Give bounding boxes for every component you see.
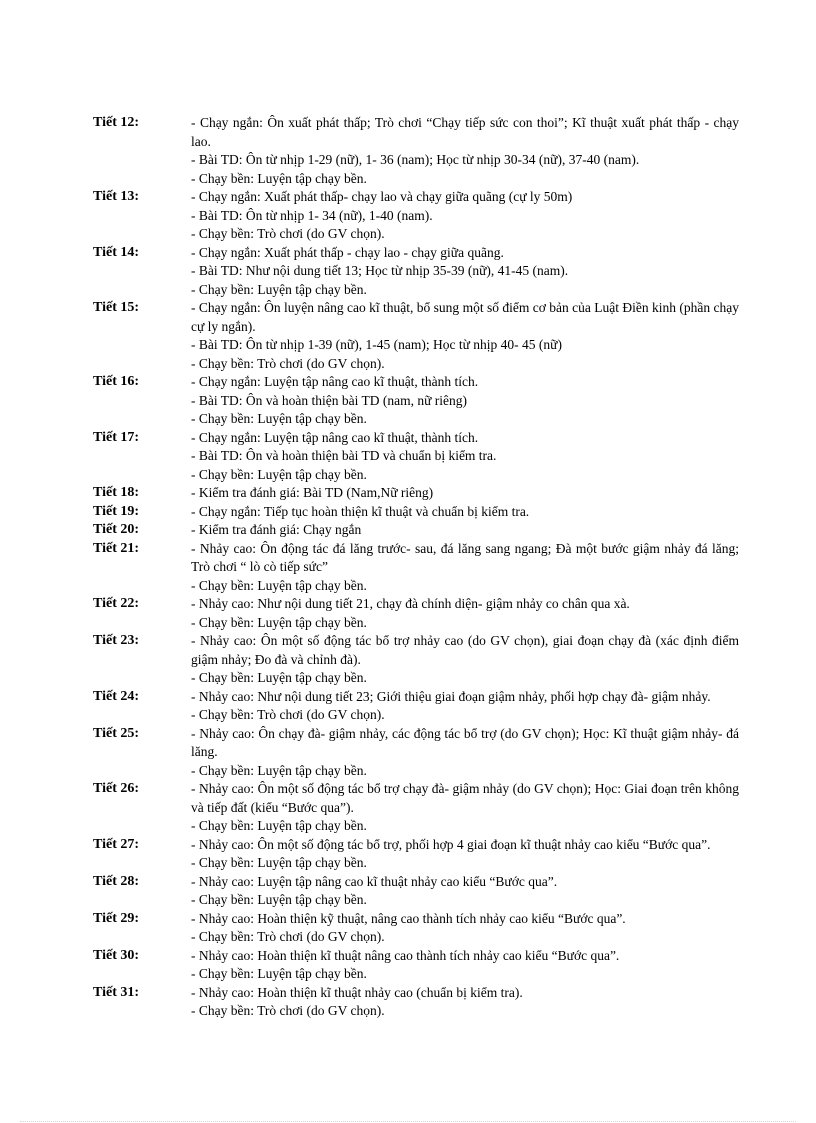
lesson-line: - Chạy ngắn: Ôn xuất phát thấp; Trò chơi “Chạy tiếp sức con thoi”; Kĩ thuật xuất phát thấp - chạy lao.: [191, 115, 739, 149]
lesson-line: - Chạy bền: Luyện tập chạy bền.: [191, 818, 367, 833]
lesson-line: - Chạy ngắn: Ôn luyện nâng cao kĩ thuật, bổ sung một số điểm cơ bản của Luật Điền kinh (phần chạy cự ly ngắn).: [191, 300, 739, 334]
lesson-line: - Chạy bền: Trò chơi (do GV chọn).: [191, 707, 385, 722]
lesson-title: Tiết 27:: [93, 836, 140, 852]
lesson-title: Tiết 14:: [93, 244, 140, 260]
lesson-content: [191, 299, 739, 373]
lesson-row: [93, 299, 739, 373]
lesson-content: [191, 984, 739, 1021]
lesson-row: [93, 244, 739, 300]
lesson-line: - Chạy bền: Luyện tập chạy bền.: [191, 577, 367, 593]
lesson-content: [191, 725, 739, 781]
lesson-line: - Chạy bền: Luyện tập chạy bền.: [191, 170, 367, 186]
lesson-line: - Chạy ngắn: Xuất phát thấp - chạy lao - chạy giữa quãng.: [191, 244, 504, 260]
lesson-content: [191, 503, 739, 522]
lesson-title: Tiết 31:: [93, 984, 140, 1000]
lesson-line: - Bài TD: Ôn từ nhịp 1- 34 (nữ), 1-40 (nam).: [191, 207, 433, 223]
lesson-content: [191, 484, 739, 503]
lesson-line: - Nhảy cao: Như nội dung tiết 23; Giới thiệu giai đoạn giậm nhảy, phối hợp chạy đà- giậm nhảy.: [191, 688, 711, 704]
lesson-row: [93, 114, 739, 188]
lesson-row: [93, 725, 739, 781]
lesson-row: [93, 947, 739, 984]
lesson-line: - Chạy ngắn: Luyện tập nâng cao kĩ thuật, thành tích.: [191, 429, 479, 445]
lesson-line: - Chạy bền: Luyện tập chạy bền.: [191, 762, 367, 778]
lesson-content: [191, 632, 739, 688]
lesson-line: - Chạy bền: Luyện tập chạy bền.: [191, 966, 367, 981]
lesson-line: - Bài TD: Ôn và hoàn thiện bài TD (nam, nữ riêng): [191, 392, 468, 408]
lesson-row: [93, 836, 739, 873]
lesson-title: Tiết 16:: [93, 374, 140, 389]
lesson-title: Tiết 25:: [93, 725, 140, 741]
lesson-content: [191, 688, 739, 725]
lesson-line: - Bài TD: Ôn từ nhịp 1-39 (nữ), 1-45 (nam); Học từ nhịp 40- 45 (nữ): [191, 337, 562, 352]
lesson-title: Tiết 15:: [93, 300, 140, 315]
lesson-line: - Chạy bền: Luyện tập chạy bền.: [191, 281, 367, 297]
lesson-line: - Chạy bền: Trò chơi (do GV chọn).: [191, 1003, 385, 1018]
lesson-row: [93, 521, 739, 540]
lesson-plan-list: [93, 114, 739, 1021]
lesson-line: - Nhảy cao: Ôn động tác đá lăng trước- sau, đá lăng sang ngang; Đà một bước giậm nhảy đá lăng; Trò chơi “ lò cò tiếp sức”: [191, 540, 739, 574]
lesson-content: [191, 873, 739, 910]
lesson-row: [93, 595, 739, 632]
lesson-line: - Bài TD: Như nội dung tiết 13; Học từ nhịp 35-39 (nữ), 41-45 (nam).: [191, 263, 569, 278]
lesson-line: - Chạy bền: Luyện tập chạy bền.: [191, 892, 367, 907]
lesson-row: [93, 984, 739, 1021]
lesson-title: Tiết 29:: [93, 910, 140, 926]
lesson-content: [191, 540, 739, 596]
lesson-title: Tiết 17:: [93, 429, 140, 445]
lesson-line: - Kiểm tra đánh giá: Chạy ngắn: [191, 522, 362, 537]
lesson-title: Tiết 18:: [93, 485, 140, 500]
lesson-line: - Nhảy cao: Ôn một số động tác bổ trợ chạy đà- giậm nhảy (do GV chọn); Học: Giai đoạn trên không và tiếp đất (kiểu “Bước qua”).: [191, 781, 739, 815]
lesson-content: [191, 947, 739, 984]
page-bottom-rule: [20, 1121, 796, 1122]
lesson-title: Tiết 21:: [93, 540, 140, 556]
lesson-row: [93, 540, 739, 596]
lesson-row: [93, 373, 739, 429]
lesson-title: Tiết 19:: [93, 503, 140, 519]
lesson-row: [93, 873, 739, 910]
lesson-line: - Nhảy cao: Ôn một số động tác bổ trợ nhảy cao (do GV chọn), giai đoạn chạy đà (xác định điểm giậm nhảy; Đo đà và chỉnh đà).: [191, 633, 739, 667]
lesson-line: - Chạy ngắn: Luyện tập nâng cao kĩ thuật, thành tích.: [191, 374, 479, 389]
lesson-line: - Chạy bền: Trò chơi (do GV chọn).: [191, 355, 385, 371]
lesson-line: - Nhảy cao: Ôn một số động tác bổ trợ, phối hợp 4 giai đoạn kĩ thuật nhảy cao kiểu “Bước qua”.: [191, 836, 711, 852]
lesson-title: Tiết 30:: [93, 947, 140, 963]
lesson-line: - Nhảy cao: Như nội dung tiết 21, chạy đà chính diện- giậm nhảy co chân qua xà.: [191, 596, 630, 611]
lesson-line: - Bài TD: Ôn từ nhịp 1-29 (nữ), 1- 36 (nam); Học từ nhịp 30-34 (nữ), 37-40 (nam).: [191, 152, 640, 167]
lesson-content: [191, 429, 739, 485]
lesson-content: [191, 595, 739, 632]
lesson-row: [93, 429, 739, 485]
lesson-line: - Chạy bền: Trò chơi (do GV chọn).: [191, 226, 385, 241]
lesson-title: Tiết 20:: [93, 522, 140, 537]
lesson-content: [191, 910, 739, 947]
lesson-row: [93, 188, 739, 244]
lesson-title: Tiết 12:: [93, 115, 140, 130]
lesson-title: Tiết 28:: [93, 873, 140, 889]
lesson-row: [93, 910, 739, 947]
lesson-line: - Nhảy cao: Hoàn thiện kĩ thuật nhảy cao (chuẩn bị kiểm tra).: [191, 984, 523, 1000]
lesson-line: - Nhảy cao: Luyện tập nâng cao kĩ thuật nhảy cao kiểu “Bước qua”.: [191, 873, 558, 889]
lesson-content: [191, 780, 739, 836]
lesson-content: [191, 836, 739, 873]
lesson-content: [191, 373, 739, 429]
lesson-row: [93, 503, 739, 522]
lesson-line: - Chạy bền: Luyện tập chạy bền.: [191, 466, 367, 482]
lesson-line: - Chạy ngắn: Tiếp tục hoàn thiện kĩ thuật và chuẩn bị kiểm tra.: [191, 503, 530, 519]
lesson-content: [191, 244, 739, 300]
lesson-line: - Chạy bền: Luyện tập chạy bền.: [191, 855, 367, 870]
lesson-line: - Nhảy cao: Hoàn thiện kĩ thuật nâng cao thành tích nhảy cao kiểu “Bước qua”.: [191, 947, 620, 963]
lesson-content: [191, 114, 739, 188]
lesson-line: - Nhảy cao: Hoàn thiện kỹ thuật, nâng cao thành tích nhảy cao kiểu “Bước qua”.: [191, 910, 626, 926]
lesson-line: - Chạy bền: Luyện tập chạy bền.: [191, 614, 367, 630]
lesson-content: [191, 188, 739, 244]
lesson-line: - Chạy bền: Luyện tập chạy bền.: [191, 411, 367, 426]
lesson-row: [93, 780, 739, 836]
lesson-content: [191, 521, 739, 540]
lesson-row: [93, 688, 739, 725]
lesson-line: - Chạy bền: Trò chơi (do GV chọn).: [191, 929, 385, 944]
lesson-title: Tiết 13:: [93, 189, 140, 204]
lesson-line: - Kiểm tra đánh giá: Bài TD (Nam,Nữ riêng): [191, 485, 434, 500]
lesson-line: - Chạy ngắn: Xuất phát thấp- chạy lao và chạy giữa quãng (cự ly 50m): [191, 189, 573, 204]
lesson-line: - Chạy bền: Luyện tập chạy bền.: [191, 670, 367, 685]
lesson-title: Tiết 26:: [93, 781, 140, 796]
lesson-line: - Nhảy cao: Ôn chạy đà- giậm nhảy, các động tác bổ trợ (do GV chọn); Học: Kĩ thuật giậm nhảy- đá lăng.: [191, 725, 739, 759]
lesson-row: [93, 632, 739, 688]
lesson-title: Tiết 23:: [93, 633, 140, 648]
lesson-line: - Bài TD: Ôn và hoàn thiện bài TD và chuẩn bị kiểm tra.: [191, 448, 497, 463]
lesson-title: Tiết 22:: [93, 596, 140, 611]
lesson-title: Tiết 24:: [93, 688, 140, 704]
lesson-row: [93, 484, 739, 503]
